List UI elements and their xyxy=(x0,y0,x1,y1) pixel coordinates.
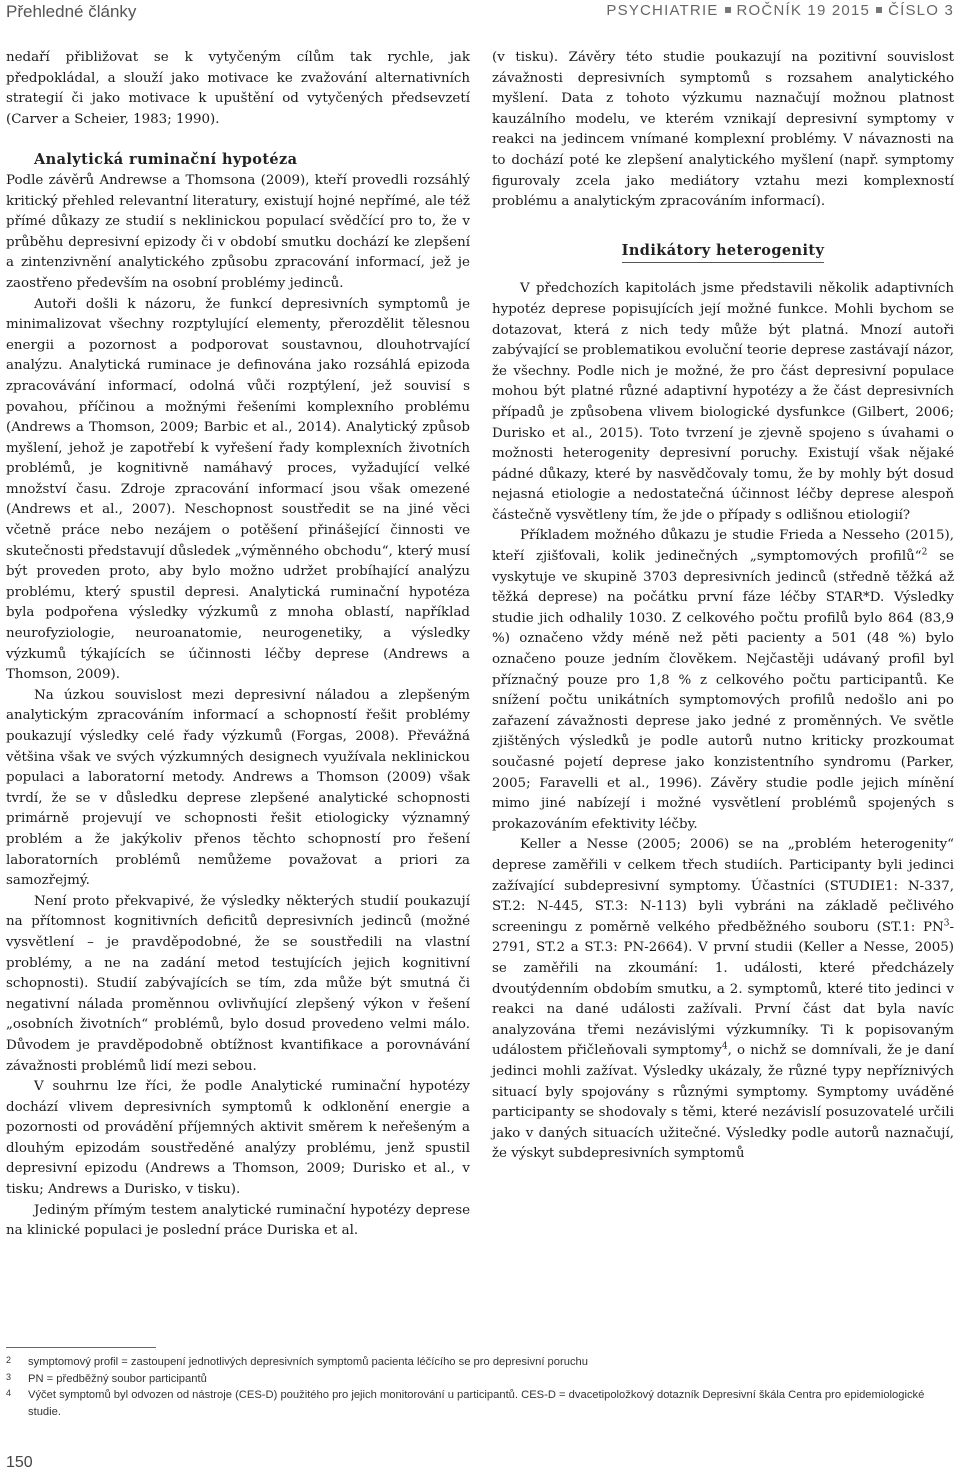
text-run: , o nichž se domnívali, že je daní jedinci mohli zažívat. Výsledky ukázaly, že různé typy nepříznivých situací byly spojovány s různými symptomy. Symptomy uváděné participanty se shodovaly s těmi, které nezávislí posuzovatelé určili jako v daných situacích užitečné. Výsledky podle autorů naznačují, že výskyt subdepresivních symptomů xyxy=(492,1043,954,1162)
paragraph: Autoři došli k názoru, že funkcí depresivních symptomů je minimalizovat všechny rozptylující elementy, přerozdělit tělesnou energii a pozornost a podporovat soustavnou, dlouhotrvající analýzu. Analytická ruminace je definována jako rozsáhlá epizoda zpracovávání informací, odolná vůči rozptýlení, jež souvisí s povahou, příčinou a možnými řešeními komplexního problému (Andrews a Thomson, 2009; Barbic et al., 2014). Analytický způsob myšlení, jehož je zapotřebí k vyřešení řady komplexních životních problémů, je kognitivně namáhavý proces, vyžadující velké množství času. Zdroje zpracování informací jsou však omezené (Andrews et al., 2007). Neschopnost soustředit se na jiné věci včetně práce nebo nezájem o potěšení přinášející činnosti ve skutečnosti představují důsledek „výměnného obchodu“, který musí být proveden proto, aby bylo možno udržet probíhající analýzu problému, který spustil depresi. Analytická ruminační hypotéza byla podpořena výsledky výzkumů z mnoha oblastí, například neurofyziologie, neuroanatomie, neurogenetiky, a výsledky výzkumů týkajících se účinnosti léčby deprese (Andrews a Thomson, 2009). xyxy=(6,296,470,683)
journal-year: 2015 xyxy=(831,2,871,19)
footnote-ref: 2 xyxy=(921,547,928,558)
footnote-text: symptomový profil = zastoupení jednotlivých depresivních symptomů pacienta léčícího se pro depresivní poruchu xyxy=(28,1356,588,1368)
footnote-number: 4 xyxy=(6,1388,12,1399)
section-heading: Analytická ruminační hypotéza xyxy=(34,151,298,169)
text-run: Keller a Nesse (2005; 2006) se na „problém heterogenity“ deprese zaměřili v celkem třech studiích. Participanty byli jedinci zažívající subdepresivní symptomy. Účastníci (STUDIE1: N-337, ST.2: N-445, ST.3: N-113) byli vybráni na základě pečlivého screeningu z poměrně velkého předběžného souboru (ST.1: PN xyxy=(492,837,954,935)
footnote-text: PN = předběžný soubor participantů xyxy=(28,1372,207,1385)
footnote-number: 2 xyxy=(6,1355,12,1365)
paragraph: Jediným přímým testem analytické ruminační hypotézy deprese na klinické populaci je poslední práce Duriska et al. xyxy=(6,1202,470,1239)
section-heading xyxy=(492,241,954,262)
footnote-ref: 4 xyxy=(721,1041,728,1052)
footnotes xyxy=(6,1354,954,1420)
paragraph: V souhrnu lze říci, že podle Analytické ruminační hypotézy dochází vlivem depresivních symptomů k odklonění energie a pozornosti od provádění příjemných aktivit směrem k neřešeným a dlouhým epizodám soustředěné analýzy problému, jenž spustil depresivní epizodu (Andrews a Thomson, 2009; Durisko et al., v tisku; Andrews a Durisko, v tisku). xyxy=(6,1079,470,1198)
paragraph xyxy=(492,526,954,835)
paragraph: Podle závěrů Andrewse a Thomsona (2009), kteří provedli rozsáhlý kritický přehled relevantní literatury, existují hojné nepřímé, ale též přímé důkazy ze studií s neklinickou populací svědčící pro to, že v průběhu depresivní epizody či v období smutku dochází ke zlepšení a zintenzivnění analytického způsobu zpracování informací, jež je zaostřeno především na osobní problémy jedinců. xyxy=(6,172,470,291)
section-title: Přehledné články xyxy=(6,2,137,21)
separator-square-icon xyxy=(876,7,882,13)
paragraph: Není proto překvapivé, že výsledky některých studií poukazují na přítomnost kognitivních deficitů depresivních jedinců (možné vysvětlení – je pravděpodobné, že se soustředili na vlastní problémy, a ne na zadání metod testujících jejich kognitivní schopnosti). Studií zabývajících se tím, zda může být smutná či negativní nálada proměnnou ovlivňující zlepšený výkon v řešení „osobních životních“ problémů, bylo dosud provedeno velmi málo. Důvodem je pravděpodobně obtížnost kvantifikace a porovnávání závažnosti problémů lidí mezi sebou. xyxy=(6,893,470,1074)
journal-issue: ČÍSLO 3 xyxy=(888,2,954,19)
journal-volume: ROČNÍK 19 xyxy=(736,2,827,19)
separator-square-icon xyxy=(725,7,731,13)
footnote-divider xyxy=(6,1347,156,1348)
paragraph: Na úzkou souvislost mezi depresivní náladou a zlepšeným analytickým zpracováním informací a schopností řešit problémy poukazují výsledky celé řady výzkumů (Forgas, 2008). Převážná většina však ve svých výzkumných designech využívala neklinickou populaci a laboratorní metody. Andrews a Thomson (2009) však tvrdí, že se v důsledku deprese zlepšené analytické schopnosti primárně projevují ve schopnosti řešit etiologicky významný problém a že jakýkoliv přenos těchto schopností pro řešení laboratorních problémů nemůžeme považovat a priori za samozřejmý. xyxy=(6,687,470,889)
footnote-number: 3 xyxy=(6,1371,12,1382)
text-run: Příkladem možného důkazu je studie Frieda a Nesseho (2015), kteří zjišťovali, kolik jedinečných „symptomových profilů“ xyxy=(492,528,954,565)
paragraph xyxy=(492,835,954,1165)
left-column xyxy=(6,48,470,1242)
footnote xyxy=(6,1354,954,1371)
paragraph: (v tisku). Závěry této studie poukazují na pozitivní souvislost závažnosti depresivních symptomů s rozsahem analytického myšlení. Data z tohoto výzkumu naznačují možnou platnost kauzálního modelu, ve kterém vznikají depresivní symptomy v reakci na jedincem vnímané komplexní problémy. V návaznosti na to dochází poté ke zlepšení analytického myšlení (např. symptomy figurovaly zcela jako mediátory vztahu mezi komplexností problému a analytickým zpracováním informací). xyxy=(492,50,954,210)
journal-header xyxy=(606,2,954,19)
text-run: se vyskytuje ve skupině 3703 depresivních jedinců (středně těžká až těžká deprese) na počátku první fáze léčby STAR*D. Výsledky studie jich odhalily 1030. Z celkového počtu profilů bylo 864 (83,9 %) označeno vždy méně než pěti pacienty a 501 (48 %) bylo označeno pouze jedním člověkem. Nejčastěji udávaný profil byl příznačný pouze pro 1,8 % z celkového počtu participantů. Ke snížení počtu unikátních symptomových profilů nedošlo ani po zařazení závažnosti deprese jako jedné z proměnných. Ve světle zjištěných výsledků je podle autorů nutno kriticky prozkoumat současné pojetí deprese jako konzistentního syndromu (Parker, 2005; Faravelli et al., 1996). Závěry studie podle jejich mínění mimo jiné nabízejí i možné vysvětlení problémů spojených s prokazováním efektivity léčby. xyxy=(492,549,954,832)
footnote-ref: 3 xyxy=(943,918,950,929)
page-number: 150 xyxy=(6,1454,33,1471)
footnote-text: Výčet symptomů byl odvozen od nástroje (CES-D) použitého pro jejich monitorování u participantů. CES-D = dvacetipoložkový dotazník Depresivní škála Centra pro epidemiologické studie. xyxy=(28,1389,925,1418)
journal-name: PSYCHIATRIE xyxy=(606,2,719,19)
footnote xyxy=(6,1371,954,1388)
paragraph: nedaří přibližovat se k vytyčeným cílům tak rychle, jak předpokládal, a slouží jako motivace ke zvažování alternativních strategií či jako motivace k upuštění od vytyčených předsevzetí (Carver a Scheier, 1983; 1990). xyxy=(6,50,470,127)
text-run: -2791, ST.2 a ST.3: PN-2664). V první studii (Keller a Nesse, 2005) se zaměřili na zkoumání: 1. události, které předcházely dvoutýdenním obdobím smutku, a 2. symptomů, které tito jedinci v reakci na dané události zažívali. První část dat byla navíc analyzována třemi nezávislými výzkumníky. Ti k popisovaným událostem přičleňovali symptomy xyxy=(492,919,954,1059)
section-heading-text: Indikátory heterogenity xyxy=(622,242,825,263)
right-column xyxy=(492,48,954,1165)
footnote xyxy=(6,1387,954,1420)
paragraph: V předchozích kapitolách jsme představili několik adaptivních hypotéz deprese popisujících její možné funkce. Mohli bychom se dotazovat, která z nich tedy může být platná. Mnozí autoři zabývající se problematikou evoluční teorie deprese zastávají názor, že všechny. Podle nich je možné, že pro část depresivní populace mohou být platné různé adaptivní hypotézy a že část depresivních případů je způsobena vlivem biologické dysfunkce (Gilbert, 2006; Durisko et al., 2015). Toto tvrzení je zjevně spojeno s úvahami o možnosti heterogenity depresivní poruchy. Existují však nějaké pádné důkazy, které by nasvědčovaly tomu, že by mohly být dosud nejasná etiologie a nedostatečná účinnost léčby deprese alespoň částečně vysvětleny tím, že jde o případy s odlišnou etiologií? xyxy=(492,281,954,523)
